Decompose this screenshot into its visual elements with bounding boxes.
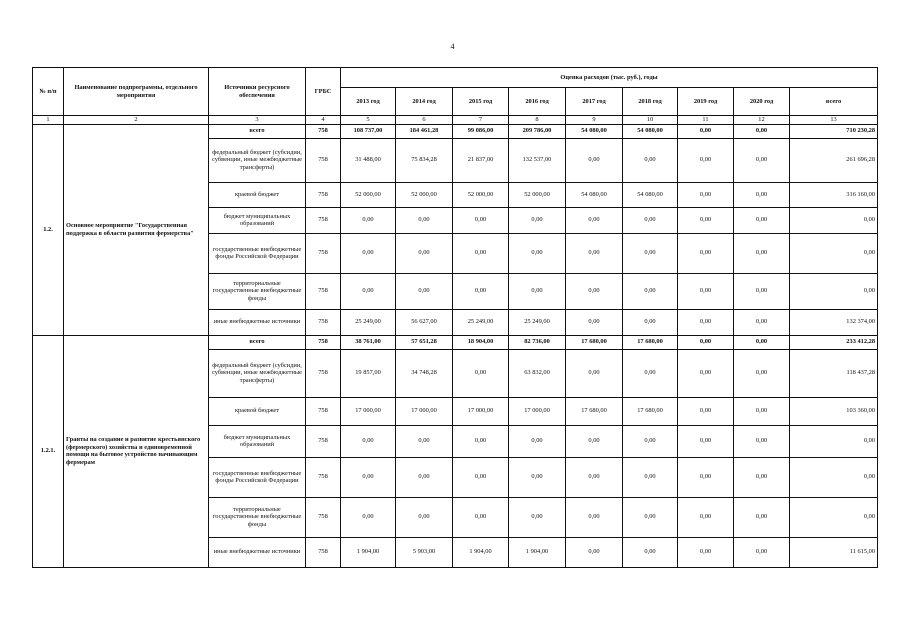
- header-year: 2014 год: [396, 88, 453, 116]
- column-number: 3: [209, 116, 306, 125]
- year-value: 17 000,00: [453, 397, 509, 425]
- year-value: 0,00: [623, 207, 678, 233]
- year-value: 0,00: [453, 273, 509, 309]
- total-value: 316 160,00: [790, 182, 878, 207]
- year-value: 17 000,00: [509, 397, 566, 425]
- header-year: 2019 год: [678, 88, 734, 116]
- year-value: 17 680,00: [566, 397, 623, 425]
- year-value: 0,00: [509, 425, 566, 457]
- header-year: 2018 год: [623, 88, 678, 116]
- year-value: 0,00: [678, 335, 734, 349]
- grbs-code: 758: [306, 537, 341, 567]
- year-value: 0,00: [623, 457, 678, 497]
- grbs-code: 758: [306, 397, 341, 425]
- year-value: 0,00: [678, 537, 734, 567]
- year-value: 0,00: [678, 309, 734, 335]
- year-value: 0,00: [734, 233, 790, 273]
- year-value: 25 249,00: [453, 309, 509, 335]
- year-value: 0,00: [678, 397, 734, 425]
- year-value: 17 680,00: [566, 335, 623, 349]
- table-row: [33, 335, 878, 349]
- year-value: 0,00: [734, 349, 790, 397]
- year-value: 57 651,28: [396, 335, 453, 349]
- header-num: № п/п: [33, 68, 64, 116]
- column-number: 11: [678, 116, 734, 125]
- total-value: 0,00: [790, 207, 878, 233]
- year-value: 0,00: [341, 425, 396, 457]
- year-value: 0,00: [509, 273, 566, 309]
- grbs-code: 758: [306, 233, 341, 273]
- year-value: 0,00: [734, 335, 790, 349]
- year-value: 0,00: [678, 233, 734, 273]
- year-value: 0,00: [734, 497, 790, 537]
- year-value: 0,00: [453, 425, 509, 457]
- year-value: 0,00: [509, 207, 566, 233]
- year-value: 0,00: [734, 309, 790, 335]
- year-value: 132 537,00: [509, 138, 566, 182]
- section-index: 1.2.: [33, 124, 64, 335]
- header-year: всего: [790, 88, 878, 116]
- year-value: 5 903,00: [396, 537, 453, 567]
- year-value: 0,00: [453, 207, 509, 233]
- year-value: 63 832,00: [509, 349, 566, 397]
- grbs-code: 758: [306, 138, 341, 182]
- year-value: 54 080,00: [566, 182, 623, 207]
- year-value: 0,00: [734, 397, 790, 425]
- header-year: 2016 год: [509, 88, 566, 116]
- year-value: 25 249,00: [509, 309, 566, 335]
- year-value: 0,00: [734, 537, 790, 567]
- grbs-code: 758: [306, 349, 341, 397]
- column-number: 7: [453, 116, 509, 125]
- table-row: [33, 124, 878, 138]
- funding-source: федеральный бюджет (субсидии, субвенции, иные межбюджетные трансферты): [209, 349, 306, 397]
- year-value: 0,00: [341, 457, 396, 497]
- section-title: Гранты на создание и развитие крестьянского (фермерского) хозяйства и единовременной помощи на бытовое устройство начинающим фермерам: [64, 335, 209, 567]
- year-value: 209 786,00: [509, 124, 566, 138]
- year-value: 0,00: [396, 233, 453, 273]
- funding-source: всего: [209, 335, 306, 349]
- year-value: 82 736,00: [509, 335, 566, 349]
- funding-source: федеральный бюджет (субсидии, субвенции, иные межбюджетные трансферты): [209, 138, 306, 182]
- year-value: 0,00: [396, 457, 453, 497]
- total-value: 0,00: [790, 233, 878, 273]
- year-value: 0,00: [623, 425, 678, 457]
- year-value: 0,00: [734, 182, 790, 207]
- year-value: 0,00: [566, 138, 623, 182]
- year-value: 0,00: [341, 207, 396, 233]
- page-number: 4: [450, 42, 455, 51]
- year-value: 0,00: [678, 124, 734, 138]
- year-value: 0,00: [734, 207, 790, 233]
- funding-source: государственные внебюджетные фонды Российской Федерации: [209, 457, 306, 497]
- header-name: Наименование подпрограммы, отдельного мероприятия: [64, 68, 209, 116]
- year-value: 0,00: [566, 273, 623, 309]
- table-header: [33, 68, 878, 125]
- year-value: 1 904,00: [453, 537, 509, 567]
- year-value: 0,00: [678, 349, 734, 397]
- year-value: 0,00: [341, 273, 396, 309]
- total-value: 132 374,00: [790, 309, 878, 335]
- header-grbs: ГРБС: [306, 68, 341, 116]
- grbs-code: 758: [306, 124, 341, 138]
- year-value: 0,00: [453, 349, 509, 397]
- year-value: 0,00: [566, 349, 623, 397]
- year-value: 0,00: [678, 425, 734, 457]
- total-value: 0,00: [790, 425, 878, 457]
- year-value: 0,00: [734, 124, 790, 138]
- year-value: 184 461,28: [396, 124, 453, 138]
- year-value: 0,00: [509, 497, 566, 537]
- year-value: 0,00: [734, 425, 790, 457]
- grbs-code: 758: [306, 425, 341, 457]
- year-value: 0,00: [566, 537, 623, 567]
- year-value: 0,00: [396, 207, 453, 233]
- year-value: 0,00: [678, 138, 734, 182]
- grbs-code: 758: [306, 335, 341, 349]
- year-value: 21 837,00: [453, 138, 509, 182]
- column-number: 5: [341, 116, 396, 125]
- column-number: 8: [509, 116, 566, 125]
- year-value: 0,00: [453, 457, 509, 497]
- year-value: 0,00: [623, 537, 678, 567]
- year-value: 17 680,00: [623, 397, 678, 425]
- budget-table: [32, 67, 878, 568]
- total-value: 233 412,28: [790, 335, 878, 349]
- grbs-code: 758: [306, 207, 341, 233]
- grbs-code: 758: [306, 457, 341, 497]
- year-value: 0,00: [623, 497, 678, 537]
- table-body: [33, 124, 878, 567]
- year-value: 0,00: [341, 233, 396, 273]
- year-value: 54 080,00: [623, 124, 678, 138]
- year-value: 0,00: [623, 349, 678, 397]
- year-value: 0,00: [509, 457, 566, 497]
- total-value: 118 437,28: [790, 349, 878, 397]
- column-number: 2: [64, 116, 209, 125]
- funding-source: иные внебюджетные источники: [209, 537, 306, 567]
- total-value: 261 696,28: [790, 138, 878, 182]
- year-value: 0,00: [396, 497, 453, 537]
- column-number: 10: [623, 116, 678, 125]
- funding-source: краевой бюджет: [209, 397, 306, 425]
- column-number: 4: [306, 116, 341, 125]
- grbs-code: 758: [306, 182, 341, 207]
- section-title: Основное мероприятие "Государственная поддержка в области развития фермерства": [64, 124, 209, 335]
- year-value: 0,00: [453, 233, 509, 273]
- year-value: 52 000,00: [341, 182, 396, 207]
- year-value: 0,00: [734, 138, 790, 182]
- year-value: 54 080,00: [623, 182, 678, 207]
- header-year: 2013 год: [341, 88, 396, 116]
- year-value: 0,00: [678, 497, 734, 537]
- year-value: 0,00: [734, 273, 790, 309]
- year-value: 17 000,00: [341, 397, 396, 425]
- year-value: 0,00: [678, 207, 734, 233]
- year-value: 0,00: [566, 425, 623, 457]
- header-year: 2020 год: [734, 88, 790, 116]
- total-value: 11 615,00: [790, 537, 878, 567]
- year-value: 52 000,00: [509, 182, 566, 207]
- year-value: 0,00: [453, 497, 509, 537]
- year-value: 54 080,00: [566, 124, 623, 138]
- year-value: 0,00: [623, 273, 678, 309]
- grbs-code: 758: [306, 273, 341, 309]
- funding-source: территориальные государственные внебюджетные фонды: [209, 497, 306, 537]
- year-value: 0,00: [566, 309, 623, 335]
- year-value: 0,00: [396, 425, 453, 457]
- section-index: 1.2.1.: [33, 335, 64, 567]
- header-estimate: Оценка расходов (тыс. руб.), годы: [341, 68, 878, 88]
- year-value: 0,00: [566, 497, 623, 537]
- funding-source: бюджет муниципальных образований: [209, 207, 306, 233]
- year-value: 0,00: [678, 182, 734, 207]
- year-value: 17 000,00: [396, 397, 453, 425]
- funding-source: бюджет муниципальных образований: [209, 425, 306, 457]
- year-value: 0,00: [623, 233, 678, 273]
- year-value: 19 857,00: [341, 349, 396, 397]
- funding-source: краевой бюджет: [209, 182, 306, 207]
- funding-source: государственные внебюджетные фонды Российской Федерации: [209, 233, 306, 273]
- funding-source: всего: [209, 124, 306, 138]
- year-value: 25 249,00: [341, 309, 396, 335]
- year-value: 108 737,00: [341, 124, 396, 138]
- column-number: 6: [396, 116, 453, 125]
- year-value: 0,00: [566, 207, 623, 233]
- grbs-code: 758: [306, 497, 341, 537]
- year-value: 38 761,00: [341, 335, 396, 349]
- year-value: 56 627,00: [396, 309, 453, 335]
- year-value: 31 488,00: [341, 138, 396, 182]
- funding-source: иные внебюджетные источники: [209, 309, 306, 335]
- funding-source: территориальные государственные внебюджетные фонды: [209, 273, 306, 309]
- total-value: 0,00: [790, 457, 878, 497]
- total-value: 103 360,00: [790, 397, 878, 425]
- year-value: 0,00: [396, 273, 453, 309]
- year-value: 0,00: [566, 457, 623, 497]
- total-value: 0,00: [790, 273, 878, 309]
- header-year: 2015 год: [453, 88, 509, 116]
- column-number: 13: [790, 116, 878, 125]
- year-value: 0,00: [509, 233, 566, 273]
- year-value: 0,00: [623, 309, 678, 335]
- year-value: 1 904,00: [509, 537, 566, 567]
- year-value: 75 834,28: [396, 138, 453, 182]
- header-year: 2017 год: [566, 88, 623, 116]
- year-value: 0,00: [678, 457, 734, 497]
- year-value: 52 000,00: [453, 182, 509, 207]
- year-value: 0,00: [623, 138, 678, 182]
- column-number: 1: [33, 116, 64, 125]
- year-value: 0,00: [678, 273, 734, 309]
- year-value: 17 680,00: [623, 335, 678, 349]
- year-value: 0,00: [734, 457, 790, 497]
- year-value: 0,00: [341, 497, 396, 537]
- total-value: 0,00: [790, 497, 878, 537]
- column-number: 9: [566, 116, 623, 125]
- column-number: 12: [734, 116, 790, 125]
- header-source: Источники ресурсного обеспечения: [209, 68, 306, 116]
- total-value: 710 230,28: [790, 124, 878, 138]
- grbs-code: 758: [306, 309, 341, 335]
- year-value: 18 904,00: [453, 335, 509, 349]
- year-value: 1 904,00: [341, 537, 396, 567]
- year-value: 0,00: [566, 233, 623, 273]
- year-value: 34 748,28: [396, 349, 453, 397]
- year-value: 99 086,00: [453, 124, 509, 138]
- year-value: 52 000,00: [396, 182, 453, 207]
